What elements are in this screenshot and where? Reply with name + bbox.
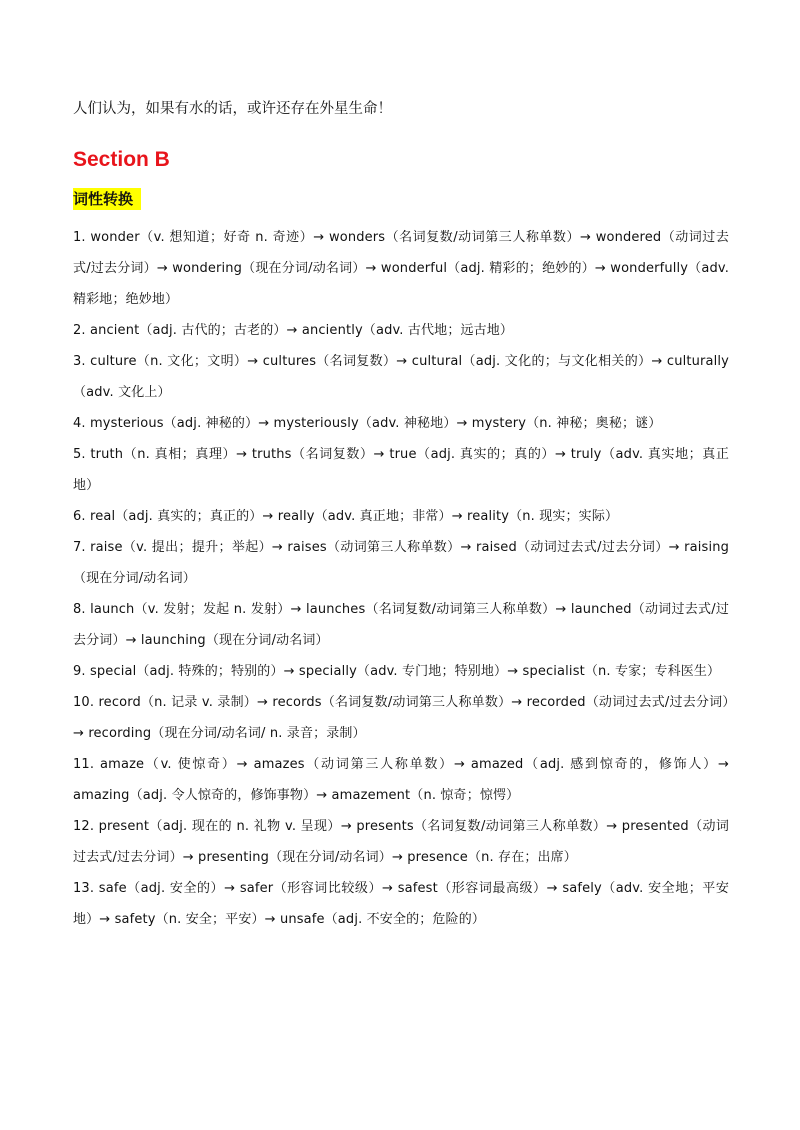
word-entry: 6. real（adj. 真实的；真正的）→ really（adv. 真正地；非常）→ reality（n. 现实；实际） xyxy=(73,509,619,524)
word-entry: 2. ancient（adj. 古代的；古老的）→ anciently（adv. 古代地；远古地） xyxy=(73,323,514,338)
word-entry: 13. safe（adj. 安全的）→ safer（形容词比较级）→ safest（形容词最高级）→ safely（adv. 安全地；平安地）→ safety（n. 安全；平安）→ unsafe（adj. 不安全的；危险的） xyxy=(73,881,729,927)
word-entry: 10. record（n. 记录 v. 录制）→ records（名词复数/动词第三人称单数）→ recorded（动词过去式/过去分词）→ recording（现在分词/动名词/ n. 录音；录制） xyxy=(73,695,729,741)
section-title: Section B xyxy=(73,148,170,171)
intro-sentence: 人们认为，如果有水的话，或许还存在外星生命！ xyxy=(73,101,392,117)
word-entry: 11. amaze（v. 使惊奇）→ amazes（动词第三人称单数）→ amazed（adj. 感到惊奇的，修饰人）→ amazing（adj. 令人惊奇的，修饰事物）→ amazement（n. 惊奇；惊愕） xyxy=(73,757,729,803)
subsection-title: 词性转换 xyxy=(73,188,141,210)
word-entry: 7. raise（v. 提出；提升；举起）→ raises（动词第三人称单数）→ raised（动词过去式/过去分词）→ raising（现在分词/动名词） xyxy=(73,540,729,586)
word-entry: 3. culture（n. 文化；文明）→ cultures（名词复数）→ cultural（adj. 文化的；与文化相关的）→ culturally（adv. 文化上） xyxy=(73,354,729,400)
word-entry: 4. mysterious（adj. 神秘的）→ mysteriously（adv. 神秘地）→ mystery（n. 神秘；奥秘；谜） xyxy=(73,416,662,431)
word-entry: 5. truth（n. 真相；真理）→ truths（名词复数）→ true（adj. 真实的；真的）→ truly（adv. 真实地；真正地） xyxy=(73,447,729,493)
word-form-list xyxy=(73,222,729,935)
word-entry: 1. wonder（v. 想知道；好奇 n. 奇迹）→ wonders（名词复数/动词第三人称单数）→ wondered（动词过去式/过去分词）→ wondering（现在分词/动名词）→ wonderful（adj. 精彩的；绝妙的）→ wonderfully（adv. 精彩地；绝妙地） xyxy=(73,230,729,307)
document-page xyxy=(73,96,729,935)
word-entry: 9. special（adj. 特殊的；特别的）→ specially（adv. 专门地；特别地）→ specialist（n. 专家；专科医生） xyxy=(73,664,721,679)
word-entry: 12. present（adj. 现在的 n. 礼物 v. 呈现）→ presents（名词复数/动词第三人称单数）→ presented（动词过去式/过去分词）→ presenting（现在分词/动名词）→ presence（n. 存在；出席） xyxy=(73,819,729,865)
word-entry: 8. launch（v. 发射；发起 n. 发射）→ launches（名词复数/动词第三人称单数）→ launched（动词过去式/过去分词）→ launching（现在分词/动名词） xyxy=(73,602,729,648)
